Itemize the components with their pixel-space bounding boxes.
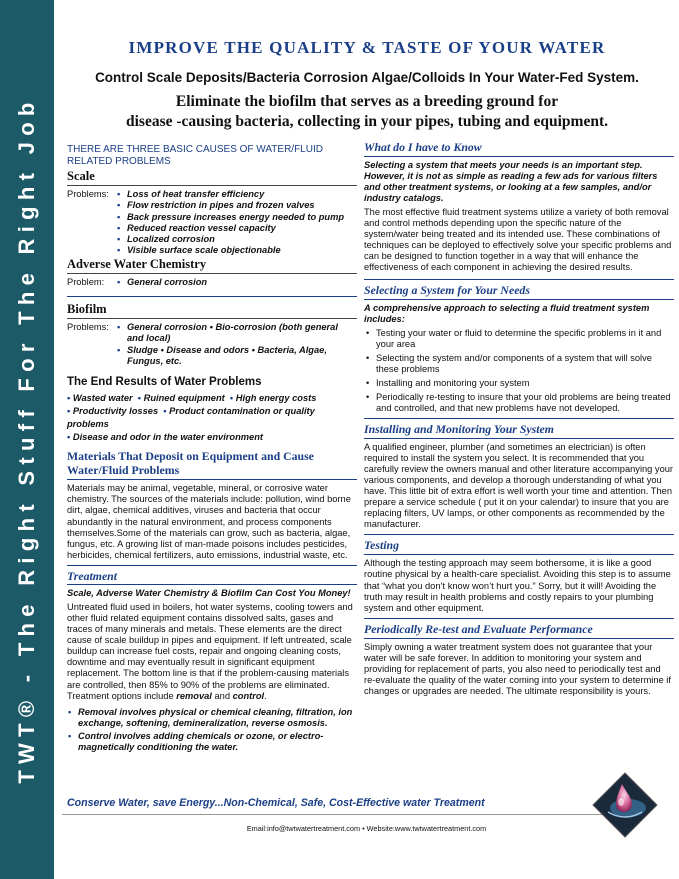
treatment-rule xyxy=(67,584,357,585)
treatment-body-text: Untreated fluid used in boilers, hot water systems, cooling towers and other fluid related equipment contains dissolved salts, gases and traces of many minerals and metals. These elements are the direct cause of scale buildup in pipes and equipment. If left untreated, scale buildup can increase fuel costs, repair and ongoing cleaning costs, downtime and may eventually result in significant equipment replacement. The bottom line is that if the problem-causing materials are controlled, then 85% to 90% of the problems are eliminated. Treatment options include xyxy=(67,601,353,701)
testing-body: Although the testing approach may seem bothersome, it is like a good routine physical by a health-care specialist. Avoiding this step is to assume that “what you don’t know won’t hurt you.” Sorry, but it will! Avoiding the truth may result in health problems and costly repairs to your plumbing system and other equipment. xyxy=(364,558,671,613)
footer-rule xyxy=(62,814,602,815)
biofilm-problems-label: Problems: xyxy=(67,322,109,333)
page-subtitle-2 xyxy=(62,92,672,132)
section-divider xyxy=(364,418,674,419)
treatment-heading: Treatment xyxy=(67,568,118,583)
adverse-problems-list xyxy=(117,277,357,288)
list-item: • Testing your water or fluid to determine the specific problems in it and your area xyxy=(364,328,674,350)
treatment-lead: Scale, Adverse Water Chemistry & Biofilm Can Cost You Money! xyxy=(67,587,351,598)
list-item: • Removal involves physical or chemical cleaning, filtration, ion exchange, softening, demineralization, reverse osmosis. xyxy=(67,707,357,729)
list-item: • Loss of heat transfer efficiency xyxy=(117,189,357,200)
sidebar-band xyxy=(0,0,54,879)
testing-heading: Testing xyxy=(364,538,399,553)
testing-rule xyxy=(364,554,674,555)
adverse-rule xyxy=(67,273,357,274)
know-body: The most effective fluid treatment systems utilize a variety of both removal and control methods depending upon the specific nature of the system/water being treated and its intended use. These combinations of techniques can be deployed to effectively solve your specific problems and can be designed to function together in a way that will enhance the effectiveness of each component in achieving the desired results. xyxy=(364,207,672,273)
list-item: • Reduced reaction vessel capacity xyxy=(117,223,357,234)
page-subtitle-1: Control Scale Deposits/Bacteria Corrosion Algae/Colloids In Your Water-Fed System. xyxy=(95,70,639,85)
treatment-removal-word: removal xyxy=(176,690,212,701)
end-results-line-3: • Disease and odor in the water environment xyxy=(67,432,263,443)
installing-body: A qualified engineer, plumber (and sometimes an electrician) is often required to install the system you select. It is recommended that you carefully review the owners manual and other literature accompanying your various components, and develop a thorough understanding of what you have. This little bit of extra effort is well worth your time and attention. Then prepare a service schedule ( put it on your calendar) to insure that you are replacing filters, UV lamps, or other components as recommended by the manufacturer. xyxy=(364,441,674,530)
list-item: Product contamination or quality problems xyxy=(67,406,315,430)
retest-heading: Periodically Re-test and Evaluate Performance xyxy=(364,621,593,636)
end-results-line-1: • Wasted water • Ruined equipment • High energy costs xyxy=(67,393,317,404)
section-divider xyxy=(67,296,357,297)
list-item: • Periodically re-testing to insure that your old problems are being treated and controlled, and that new problems have not developed. xyxy=(364,392,674,414)
list-item: • Flow restriction in pipes and frozen valves xyxy=(117,200,357,211)
selecting-heading: Selecting a System for Your Needs xyxy=(364,282,530,297)
list-item: Wasted water xyxy=(72,393,133,404)
list-item: Productivity losses xyxy=(72,406,159,417)
water-drop-logo-icon xyxy=(592,772,658,838)
biofilm-rule xyxy=(67,318,357,319)
scale-heading: Scale xyxy=(67,169,95,183)
treatment-body xyxy=(67,602,357,702)
biofilm-problems-list xyxy=(117,322,357,367)
list-item: • General corrosion • Bio-corrosion (both general and local) xyxy=(117,322,357,345)
biofilm-heading: Biofilm xyxy=(67,302,107,317)
selecting-lead: A comprehensive approach to selecting a fluid treatment system includes: xyxy=(364,302,650,324)
page-title: IMPROVE THE QUALITY & TASTE OF YOUR WATER xyxy=(128,38,606,57)
list-item: • Localized corrosion xyxy=(117,234,357,245)
adverse-problems xyxy=(67,277,357,288)
retest-rule xyxy=(364,638,674,639)
right-column xyxy=(364,140,674,697)
list-item: • Sludge • Disease and odors • Bacteria, Algae, Fungus, etc. xyxy=(117,345,357,368)
treatment-and-word: and xyxy=(214,690,231,701)
logo-highlight xyxy=(618,798,624,806)
treatment-control-word: control xyxy=(232,690,265,701)
adverse-problems-label: Problem: xyxy=(67,276,105,287)
know-rule xyxy=(364,156,674,157)
scale-rule xyxy=(67,185,357,186)
causes-heading: THERE ARE THREE BASIC CAUSES OF WATER/FLUID RELATED PROBLEMS xyxy=(67,144,323,167)
footer-contact: Email:info@twtwatertreatment.com • Website:www.twtwatertreatment.com xyxy=(246,824,487,833)
list-item: High energy costs xyxy=(235,393,317,404)
subtitle-2-line-b: disease -causing bacteria, collecting in your pipes, tubing and equipment. xyxy=(126,113,608,130)
materials-rule xyxy=(67,479,357,480)
list-item: Disease and odor in the water environment xyxy=(72,432,263,443)
selecting-list xyxy=(364,328,674,414)
end-results-heading: The End Results of Water Problems xyxy=(67,376,262,389)
materials-heading: Materials That Deposit on Equipment and Cause Water/Fluid Problems xyxy=(67,449,314,477)
retest-body: Simply owning a water treatment system does not guarantee that your water will be safe forever. In addition to monitoring your system and providing for replacement of parts, you also need to periodically test and re-evaluate the quality of the water coming into your system to determine if changes or upgrades are needed. The ultimate responsibility is yours. xyxy=(364,641,671,697)
know-heading: What do I have to Know xyxy=(364,140,482,154)
left-column xyxy=(67,140,357,756)
subtitle-2-line-a: Eliminate the biofilm that serves as a breeding ground for xyxy=(175,93,559,110)
installing-heading: Installing and Monitoring Your System xyxy=(364,421,554,436)
know-lead: Selecting a system that meets your needs is an important step. However, it is not as simple as reading a few ads for various filters and other treatment systems, or looking at a few samples, and/or industry catalogs. xyxy=(364,160,658,203)
scale-problems xyxy=(67,189,357,257)
list-item: • General corrosion xyxy=(117,277,357,288)
biofilm-problems xyxy=(67,322,357,367)
section-divider xyxy=(364,279,674,280)
installing-rule xyxy=(364,438,674,439)
section-divider xyxy=(364,534,674,535)
list-item: Ruined equipment xyxy=(143,393,225,404)
list-item: • Control involves adding chemicals or ozone, or electro-magnetically conditioning the water. xyxy=(67,731,357,753)
treatment-bullets xyxy=(67,707,357,753)
selecting-rule xyxy=(364,299,674,300)
sidebar-vertical-text: TWT® - The Right Stuff For The Right Job xyxy=(14,96,39,784)
list-item: • Back pressure increases energy needed to pump xyxy=(117,212,357,223)
list-item: • Selecting the system and/or components of a system that will solve these problems xyxy=(364,353,674,375)
section-divider xyxy=(364,618,674,619)
list-item: • Installing and monitoring your system xyxy=(364,378,674,389)
treatment-period: . xyxy=(264,690,267,701)
list-item: • Visible surface scale objectionable xyxy=(117,245,357,256)
section-divider xyxy=(67,565,357,566)
adverse-heading: Adverse Water Chemistry xyxy=(67,256,207,271)
end-results-line-2: • Productivity losses • Product contamination or quality problems xyxy=(67,406,315,430)
scale-problems-label: Problems: xyxy=(67,189,109,199)
scale-problems-list xyxy=(117,189,357,257)
materials-body: Materials may be animal, vegetable, mineral, or corrosive water chemistry. The sources of the materials include: pollution, wind borne dirt, algae, chemical additives, viruses and bacteria that occur abundantly in the natural environment, and process components themselves.Some of the materials can grow, such as bacteria, algae, fungus, etc. A growing list of man-made poisons includes pesticides, herbicides, chemical fertilizers, auto emissions, industrial waste, etc. xyxy=(67,483,351,560)
end-results-list xyxy=(67,392,357,444)
footer-tagline: Conserve Water, save Energy...Non-Chemical, Safe, Cost-Effective water Treatment xyxy=(67,797,485,809)
